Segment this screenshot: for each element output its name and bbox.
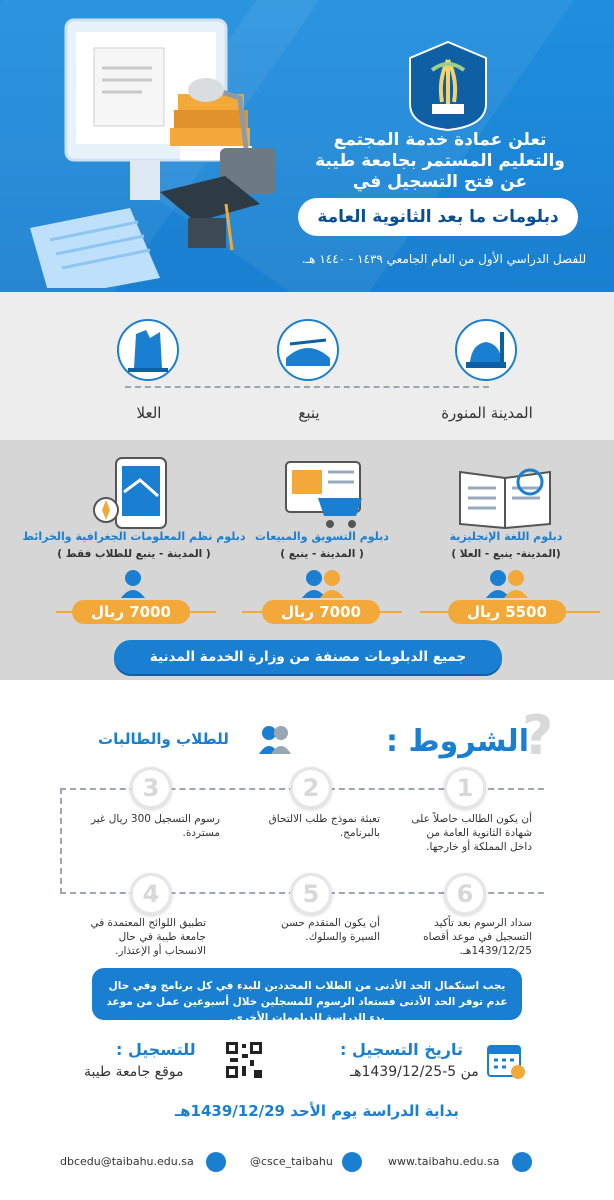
question-mark-decor: ? (522, 704, 554, 767)
registration-date-value: من 5-1439/12/25هـ (350, 1064, 479, 1080)
diploma-title-marketing: دبلوم التسويق والمبيعات (255, 530, 389, 543)
price-english: 5500 ريال (448, 600, 566, 624)
computer-books-illustration (10, 8, 280, 288)
university-logo (408, 40, 488, 132)
diploma-branch-marketing: ( المدينة - ينبع ) (280, 548, 364, 560)
calendar-icon (486, 1040, 526, 1080)
step-3-circle: 3 (130, 767, 172, 809)
city-label-alula: العلا (136, 404, 162, 422)
cities-connector-line (125, 386, 489, 388)
globe-icon (512, 1152, 532, 1172)
condition-3-text: رسوم التسجيل 300 ريال غير مستردة. (90, 813, 220, 839)
conditions-title: الشروط : (386, 724, 529, 759)
shopping-cart-icon (268, 452, 378, 532)
step-1-circle: 1 (444, 767, 486, 809)
students-icon (296, 568, 350, 598)
condition-5-text: أن يكون المتقدم حسن السيرة والسلوك. (280, 917, 380, 943)
email-icon (206, 1152, 226, 1172)
diploma-title-gis: دبلوم نظم المعلومات الجغرافية والخرائط (22, 530, 246, 543)
condition-4-text: تطبيق اللوائح المعتمدة في جامعة طيبة في حال الانسحاب أو الإعتذار. (90, 917, 206, 957)
diploma-branch-english: (المدينة- ينبع - العلا ) (451, 548, 561, 560)
map-icon (80, 452, 190, 532)
audience-label: للطلاب والطالبات (98, 730, 229, 748)
step-6-circle: 6 (444, 873, 486, 915)
header-line-2: والتعليم المستمر بجامعة طيبة (315, 151, 565, 171)
condition-1-text: أن يكون الطالب حاصلاً على شهادة الثانوية العامة من داخل المملكة أو خارجها. (411, 813, 532, 853)
alula-icon (116, 318, 180, 382)
website-link[interactable]: www.taibahu.edu.sa (388, 1155, 500, 1168)
twitter-handle[interactable]: @csce_taibahu (250, 1155, 333, 1168)
registration-where-title: للتسجيل : (116, 1040, 196, 1059)
mosque-icon (454, 318, 518, 382)
step-5-circle: 5 (290, 873, 332, 915)
header-line-3: عن فتح التسجيل في (352, 172, 528, 192)
registration-date-title: تاريخ التسجيل : (340, 1040, 463, 1059)
city-label-yanbu: ينبع (298, 404, 320, 422)
minimum-students-notice: يجب استكمال الحد الأدنى من الطلاب المحددين للبدء في كل برنامج وفي حال عدم توفر الحد الأدنى فستعاد الرسوم للمسجلين خلال أسبوعين عمل من موعد بدء الدراسة للدبلومات الأخرى. (92, 968, 522, 1020)
students-icon (106, 568, 160, 598)
condition-2-text: تعبئة نموذج طلب الالتحاق بالبرنامج. (268, 813, 380, 839)
step-4-circle: 4 (130, 873, 172, 915)
header-line-1: تعلن عمادة خدمة المجتمع (333, 130, 547, 150)
registration-where-value: موقع جامعة طيبة (84, 1064, 184, 1080)
price-marketing: 7000 ريال (262, 600, 380, 624)
students-icon (258, 724, 292, 754)
city-label-madinah: المدينة المنورة (441, 404, 533, 422)
diploma-branch-gis: ( المدينة - ينبع للطلاب فقط ) (57, 548, 211, 560)
book-icon (450, 452, 560, 532)
yanbu-icon (276, 318, 340, 382)
price-gis: 7000 ريال (72, 600, 190, 624)
students-icon (480, 568, 534, 598)
header-banner (0, 0, 614, 292)
email-link[interactable]: dbcedu@taibahu.edu.sa (60, 1155, 194, 1168)
condition-6-text: سداد الرسوم بعد تأكيد التسجيل في موعد أقصاه 1439/12/25هـ. (423, 917, 532, 957)
accreditation-banner: جميع الدبلومات مصنفة من وزارة الخدمة المدنية (114, 640, 502, 674)
main-title: دبلومات ما بعد الثانوية العامة (298, 198, 578, 236)
twitter-icon (342, 1152, 362, 1172)
diploma-title-english: دبلوم اللغة الإنجليزية (449, 530, 563, 543)
qr-code-icon (224, 1040, 264, 1080)
study-start-date: بداية الدراسة يوم الأحد 1439/12/29هـ (175, 1102, 459, 1120)
step-2-circle: 2 (290, 767, 332, 809)
semester-text: للفصل الدراسي الأول من العام الجامعي ١٤٣٩ - ١٤٤٠ هـ. (301, 252, 587, 266)
